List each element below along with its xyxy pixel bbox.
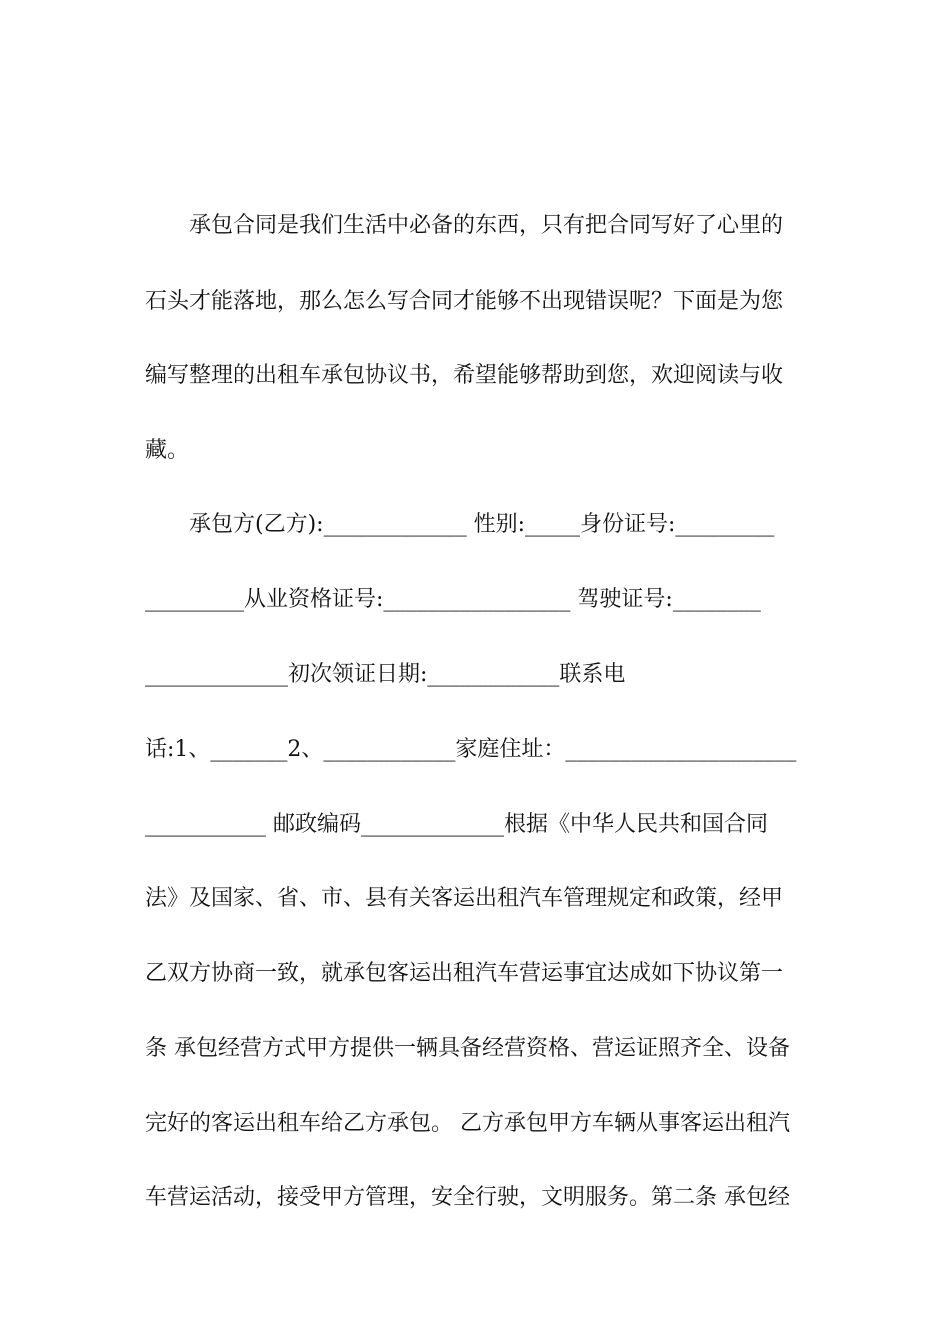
text-line: 乙双方协商一致，就承包客运出租汽车营运事宜达成如下协议第一 xyxy=(145,961,784,986)
text-line: 车营运活动，接受甲方管理，安全行驶，文明服务。第二条 承包经 xyxy=(145,1185,790,1210)
text-line: ___________ 邮政编码_____________根据《中华人民共和国合同 xyxy=(145,812,768,837)
text-line: 条 承包经营方式甲方提供一辆具备经营资格、营运证照齐全、设备 xyxy=(145,1036,790,1061)
text-line: 话:1、_______2、____________家庭住址：_____________________ xyxy=(145,737,797,762)
text-line: _________从业资格证号:_________________ 驾驶证号:________ xyxy=(145,587,761,612)
text-line: 藏。 xyxy=(145,438,190,463)
text-line: 完好的客运出租车给乙方承包。 乙方承包甲方车辆从事客运出租汽 xyxy=(145,1111,790,1136)
text-line: 石头才能落地，那么怎么写合同才能够不出现错误呢？下面是为您 xyxy=(145,289,784,314)
text-line: 承包合同是我们生活中必备的东西，只有把合同写好了心里的 xyxy=(145,213,784,238)
text-line: 法》及国家、省、市、县有关客运出租汽车管理规定和政策，经甲 xyxy=(145,886,784,911)
text-line: 编写整理的出租车承包协议书，希望能够帮助到您，欢迎阅读与收 xyxy=(145,363,784,388)
text-line: 承包方(乙方):_____________ 性别:_____身份证号:_________ xyxy=(145,512,775,537)
text-line: _____________初次领证日期:____________联系电 xyxy=(145,662,626,687)
